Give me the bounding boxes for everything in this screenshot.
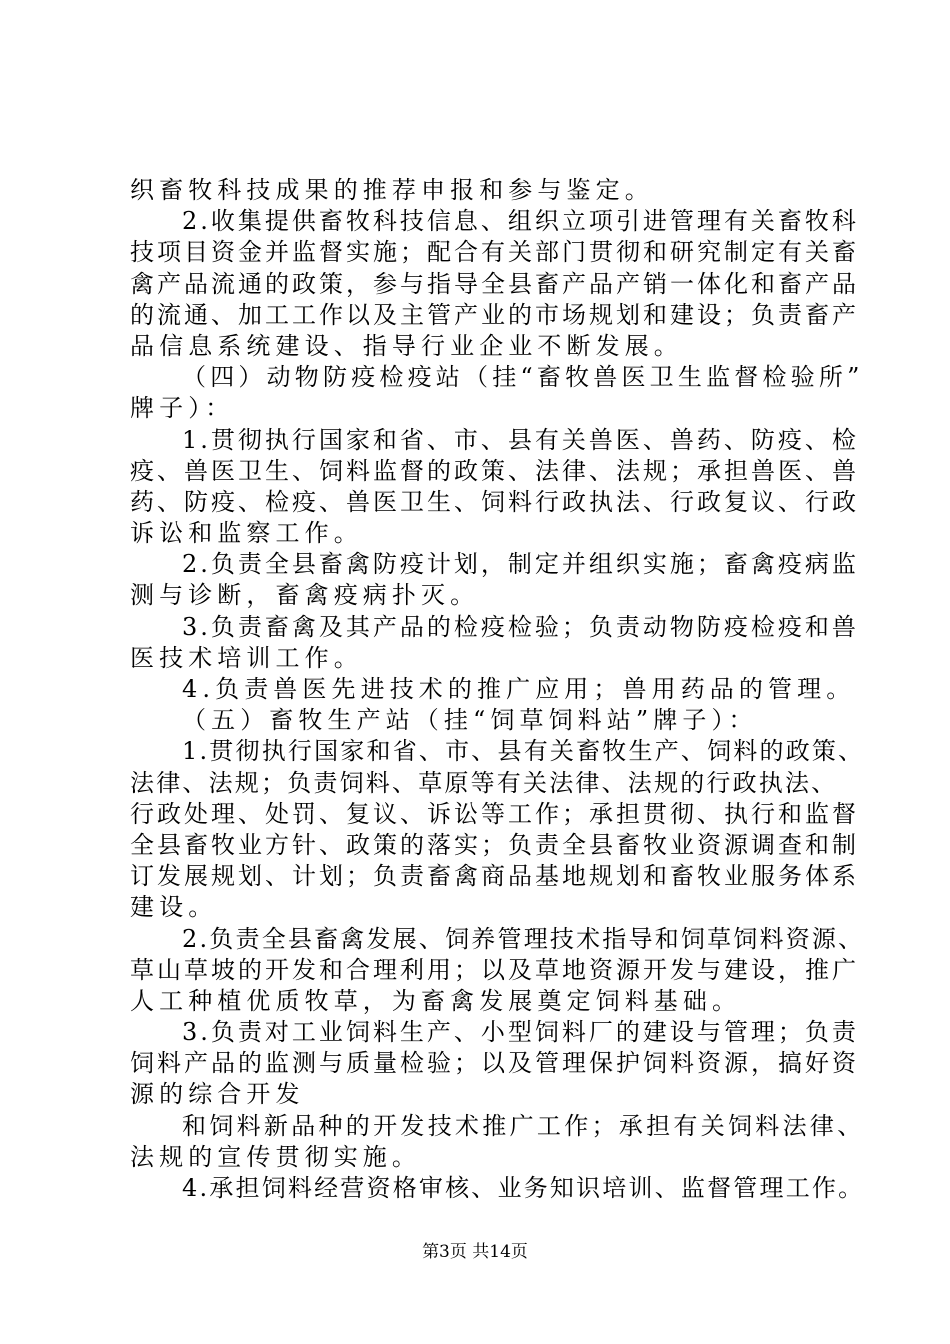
text-line: 建设。 <box>130 893 218 922</box>
text-line: 饲料产品的监测与质量检验；以及管理保护饲料资源，搞好资 <box>130 1049 859 1078</box>
text-line: 订发展规划、计划；负责畜禽商品基地规划和畜牧业服务体系 <box>130 862 859 891</box>
text-line: 1.贯彻执行国家和省、市、县有关畜牧生产、饲料的政策、 <box>182 737 865 766</box>
text-line: 行政处理、处罚、复议、诉讼等工作；承担贯彻、执行和监督 <box>130 799 859 828</box>
text-line: 测与诊断，畜禽疫病扑灭。 <box>130 581 480 610</box>
text-line: （五）畜牧生产站（挂“饲草饲料站”牌子）： <box>182 706 758 735</box>
text-line: 2.负责全县畜禽防疫计划，制定并组织实施；畜禽疫病监 <box>182 550 859 579</box>
text-line: 2.负责全县畜禽发展、饲养管理技术指导和饲草饲料资源、 <box>182 924 865 953</box>
text-line: 的流通、加工工作以及主管产业的市场规划和建设；负责畜产 <box>130 300 859 329</box>
text-line: 3.负责畜禽及其产品的检疫检验；负责动物防疫检疫和兽 <box>182 612 859 641</box>
text-line: 牌子）： <box>130 394 235 423</box>
text-line: 技项目资金并监督实施；配合有关部门贯彻和研究制定有关畜 <box>130 238 859 267</box>
text-line: 1.贯彻执行国家和省、市、县有关兽医、兽药、防疫、检 <box>182 425 859 454</box>
text-line: 疫、兽医卫生、饲料监督的政策、法律、法规；承担兽医、兽 <box>130 456 859 485</box>
text-line: 4.承担饲料经营资格审核、业务知识培训、监督管理工作。 <box>182 1174 865 1202</box>
text-line: 和饲料新品种的开发技术推广工作；承担有关饲料法律、 <box>182 1111 865 1140</box>
text-line: 法规的宣传贯彻实施。 <box>130 1142 421 1171</box>
text-line: （四）动物防疫检疫站（挂“畜牧兽医卫生监督检验所” <box>182 363 864 392</box>
text-line: 诉讼和监察工作。 <box>130 519 363 548</box>
document-body <box>130 175 865 1204</box>
text-line: 源的综合开发 <box>130 1080 305 1109</box>
text-line: 医技术培训工作。 <box>130 643 363 672</box>
page-footer: 第3页 共14页 <box>422 1242 528 1262</box>
text-line: 人工种植优质牧草，为畜禽发展奠定饲料基础。 <box>130 986 742 1015</box>
text-line: 草山草坡的开发和合理利用；以及草地资源开发与建设，推广 <box>130 955 859 984</box>
text-line: 禽产品流通的政策，参与指导全县畜产品产销一体化和畜产品 <box>130 269 859 298</box>
text-line: 织畜牧科技成果的推荐申报和参与鉴定。 <box>130 176 654 204</box>
text-line: 全县畜牧业方针、政策的落实；负责全县畜牧业资源调查和制 <box>130 830 859 859</box>
text-line: 2.收集提供畜牧科技信息、组织立项引进管理有关畜牧科 <box>182 207 859 236</box>
text-line: 法律、法规；负责饲料、草原等有关法律、法规的行政执法、 <box>130 768 838 797</box>
text-line: 4.负责兽医先进技术的推广应用；兽用药品的管理。 <box>182 675 856 703</box>
text-line: 药、防疫、检疫、兽医卫生、饲料行政执法、行政复议、行政 <box>130 487 859 516</box>
text-line: 3.负责对工业饲料生产、小型饲料厂的建设与管理；负责 <box>182 1018 859 1047</box>
text-line: 品信息系统建设、指导行业企业不断发展。 <box>130 331 683 360</box>
